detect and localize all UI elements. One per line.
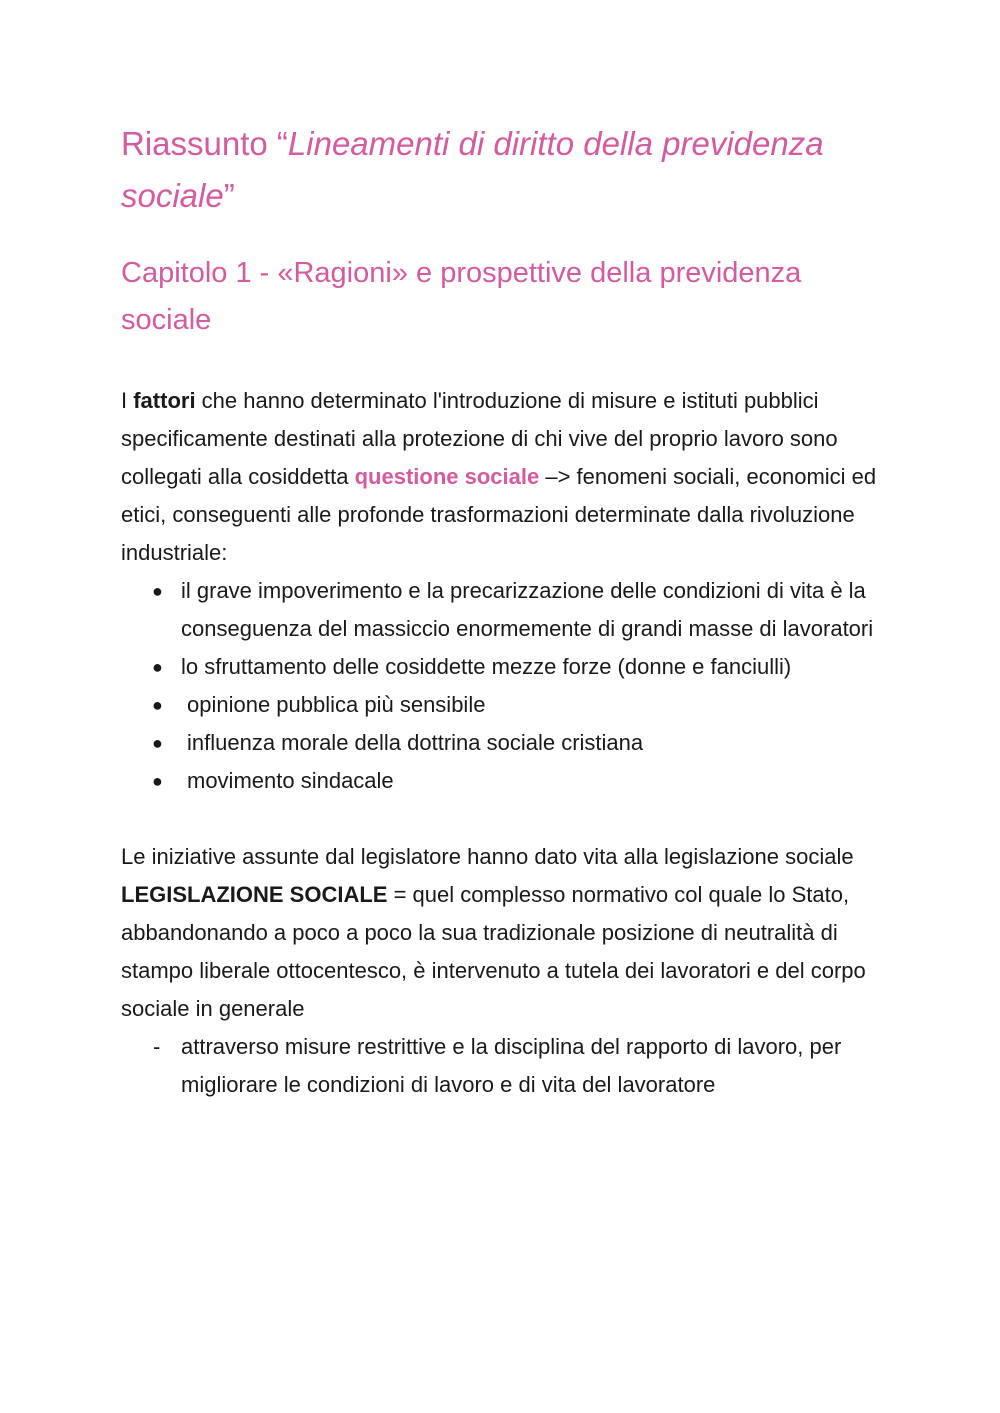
title-suffix: ” xyxy=(223,177,235,214)
list-item xyxy=(121,648,881,686)
list-item xyxy=(121,762,881,800)
list-item xyxy=(121,1028,881,1104)
list-item xyxy=(121,686,881,724)
legislation-points-list xyxy=(121,1028,881,1104)
bullet-icon: ● xyxy=(152,771,163,791)
dash-marker: - xyxy=(153,1034,161,1059)
legislation-definition xyxy=(121,876,881,1028)
bullet-icon: ● xyxy=(152,695,163,715)
list-item-text: influenza morale della dottrina sociale cristiana xyxy=(187,730,644,755)
chapter-title: Capitolo 1 - «Ragioni» e prospettive della previdenza sociale xyxy=(121,257,802,336)
list-item-text: lo sfruttamento delle cosiddette mezze forze (donne e fanciulli) xyxy=(181,654,792,679)
document-title xyxy=(121,118,881,222)
legislation-intro: Le iniziative assunte dal legislatore hanno dato vita alla legislazione sociale xyxy=(121,844,854,869)
document-page xyxy=(121,118,881,1104)
title-prefix: Riassunto “ xyxy=(121,125,288,162)
intro-paragraph xyxy=(121,382,881,572)
legislation-term: LEGISLAZIONE SOCIALE xyxy=(121,882,388,907)
intro-text-end: –> fenomeni sociali, economici ed etici, conseguenti alle profonde trasformazioni determinate dalla rivoluzione industriale: xyxy=(121,464,877,565)
bullet-icon: ● xyxy=(152,657,163,677)
list-item xyxy=(121,572,881,648)
bullet-icon: ● xyxy=(152,733,163,753)
intro-highlight-term: questione sociale xyxy=(354,464,540,489)
list-item-text: movimento sindacale xyxy=(187,768,394,793)
bullet-icon: ● xyxy=(152,581,163,601)
intro-bold-term: fattori xyxy=(133,388,196,413)
list-item-text: opinione pubblica più sensibile xyxy=(187,692,486,717)
title-book-name: Lineamenti di diritto della previdenza sociale xyxy=(121,125,824,214)
list-item xyxy=(121,724,881,762)
legislation-definition-text: = quel complesso normativo col quale lo Stato, abbandonando a poco a poco la sua tradizionale posizione di neutralità di stampo liberale ottocentesco, è intervenuto a tutela dei lavoratori e del corpo sociale in generale xyxy=(121,882,866,1021)
list-item-text: il grave impoverimento e la precarizzazione delle condizioni di vita è la conseguenza del massiccio enormemente di grandi masse di lavoratori xyxy=(181,578,874,641)
intro-text-middle: che hanno determinato l'introduzione di misure e istituti pubblici specificamente destinati alla protezione di chi vive del proprio lavoro sono collegati alla cosiddetta xyxy=(121,388,838,489)
list-item-text: attraverso misure restrittive e la disciplina del rapporto di lavoro, per migliorare le condizioni di lavoro e di vita del lavoratore xyxy=(181,1034,842,1097)
factors-list xyxy=(121,572,881,800)
intro-text-start: I xyxy=(121,388,134,413)
